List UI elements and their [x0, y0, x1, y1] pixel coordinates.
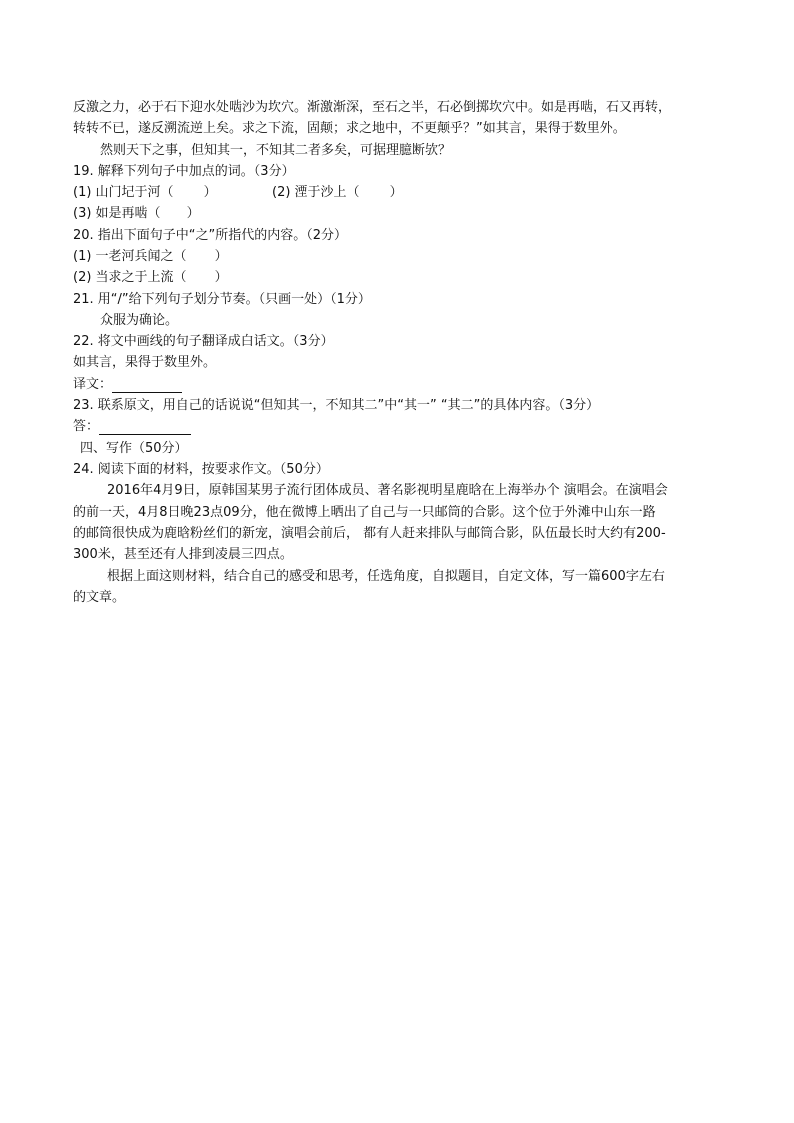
- question-20-item-2-prefix: (2) 当求之于上流（: [73, 270, 187, 285]
- question-19: 19. 解释下列句子中加点的词。（3分）: [73, 164, 295, 179]
- section-4-heading: 四、写作（50分）: [80, 441, 188, 456]
- question-20-item-1-prefix: (1) 一老河兵闻之（: [73, 249, 187, 264]
- question-20-item-2-suffix: ）: [214, 270, 228, 285]
- instruction-line-1: 根据上面这则材料，结合自己的感受和思考，任选角度，自拟题目，自定文体，写一篇600字左右: [107, 569, 665, 584]
- question-19-item-3-suffix: ）: [186, 206, 200, 221]
- question-20-item-2: [73, 270, 228, 286]
- material-line-4: 300米，甚至还有人排到凌晨三四点。: [73, 547, 293, 562]
- question-22-sentence: 如其言，果得于数里外。: [73, 355, 217, 370]
- question-21: 21. 用“/”给下列句子划分节奏。（只画一处）（1分）: [73, 292, 371, 307]
- question-23-answer: [73, 419, 191, 435]
- question-23-answer-label: 答：: [73, 419, 100, 434]
- question-19-item-3-prefix: (3) 如是再啮（: [73, 206, 161, 221]
- instruction-line-2: 的文章。: [73, 590, 126, 605]
- passage-line-3: 然则天下之事，但知其一，不知其二者多矣，可据理臆断欤？: [100, 143, 452, 158]
- passage-line-1: 反激之力，必于石下迎水处啮沙为坎穴。渐激渐深，至石之半，石必倒掷坎穴中。如是再啮，石又再转，: [73, 100, 672, 115]
- question-19-item-1-suffix: ）: [203, 185, 217, 200]
- question-19-item-3: [73, 206, 200, 222]
- material-line-3: 的邮筒很快成为鹿晗粉丝们的新宠，演唱会前后， 都有人赶来排队与邮筒合影，队伍最长时大约有200-: [73, 526, 666, 541]
- question-22-answer: [73, 377, 182, 393]
- passage-line-2: 转转不已，遂反溯流逆上矣。求之下流，固颠；求之地中，不更颠乎？”如其言，果得于数里外。: [73, 121, 626, 136]
- question-21-sentence: 众服为确论。: [100, 313, 179, 328]
- question-23-answer-blank[interactable]: [99, 422, 191, 435]
- question-20-item-1-suffix: ）: [214, 249, 228, 264]
- question-23: 23. 联系原文，用自己的话说说“但知其一，不知其二”中“其一” “其二”的具体内容。（3分）: [73, 398, 600, 413]
- question-22-answer-label: 译文：: [73, 377, 113, 392]
- material-line-2: 的前一天，4月8日晚23点09分，他在微博上晒出了自己与一只邮筒的合影。这个位于外滩中山东一路: [73, 505, 656, 520]
- question-22: 22. 将文中画线的句子翻译成白话文。（3分）: [73, 334, 334, 349]
- question-19-item-1-prefix: (1) 山门圮于河（: [73, 185, 174, 200]
- question-19-item-2-suffix: ）: [389, 185, 403, 200]
- question-20-item-1: [73, 249, 228, 265]
- material-line-1: 2016年4月9日，原韩国某男子流行团体成员、著名影视明星鹿晗在上海举办个 演唱会。在演唱会: [107, 483, 668, 498]
- question-19-item-2-prefix: (2) 湮于沙上（: [272, 185, 360, 200]
- question-19-item-2: [272, 185, 403, 201]
- question-24: 24. 阅读下面的材料，按要求作文。（50分）: [73, 462, 329, 477]
- question-19-item-1: [73, 185, 217, 201]
- question-22-answer-blank[interactable]: [112, 380, 182, 393]
- question-20: 20. 指出下面句子中“之”所指代的内容。（2分）: [73, 228, 348, 243]
